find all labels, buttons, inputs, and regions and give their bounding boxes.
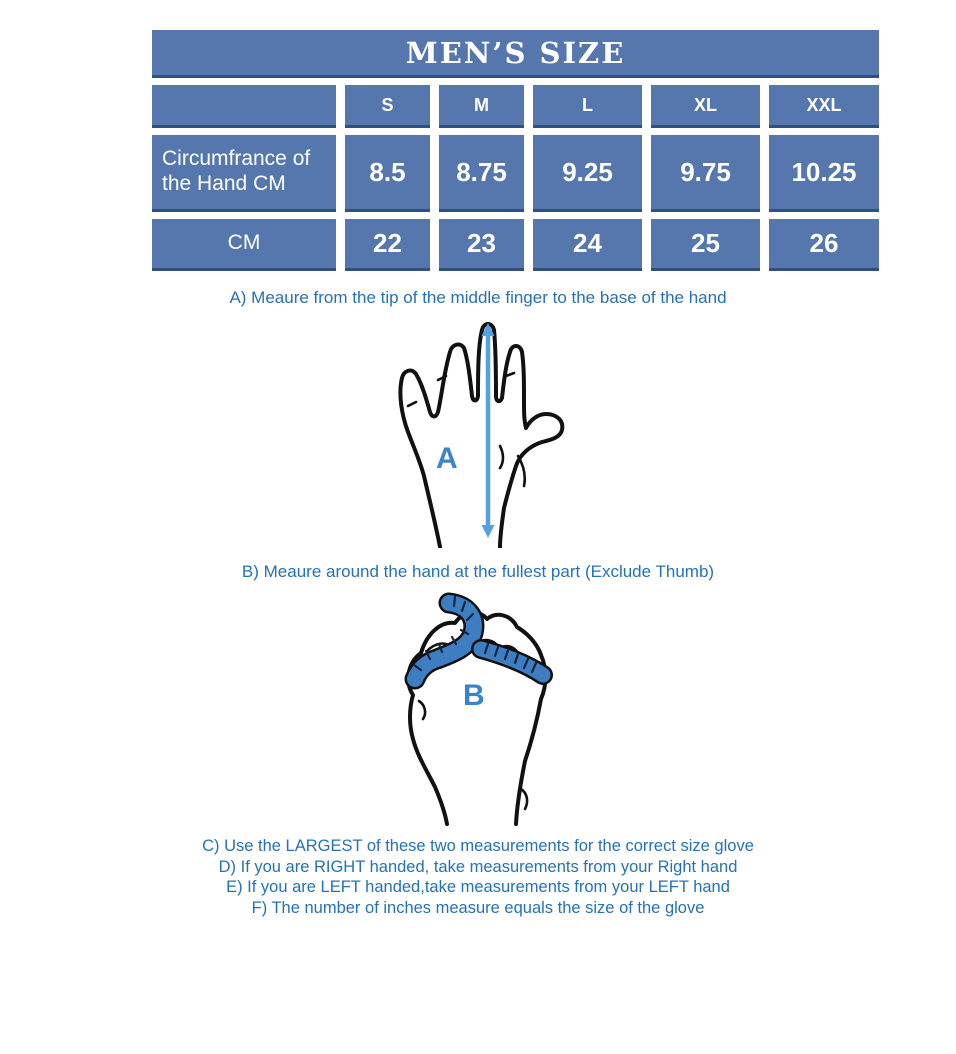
bottom-instructions bbox=[0, 836, 956, 918]
instruction-e: E) If you are LEFT handed,take measurements from your LEFT hand bbox=[226, 878, 730, 896]
cm-value-s: 22 bbox=[345, 219, 430, 271]
circumference-value-l: 9.25 bbox=[533, 135, 642, 212]
open-hand-illustration bbox=[378, 316, 578, 548]
circumference-value-s: 8.5 bbox=[345, 135, 430, 212]
cm-value-m: 23 bbox=[439, 219, 524, 271]
hand-outline bbox=[400, 324, 562, 547]
size-grid bbox=[152, 85, 879, 271]
label-b: B bbox=[463, 679, 485, 712]
column-header-xl: XL bbox=[651, 85, 760, 128]
table-corner-cell bbox=[152, 85, 336, 128]
row-label-cm: CM bbox=[152, 219, 336, 271]
circumference-value-xl: 9.75 bbox=[651, 135, 760, 212]
circumference-value-m: 8.75 bbox=[439, 135, 524, 212]
instruction-a: A) Meaure from the tip of the middle finger to the base of the hand bbox=[229, 288, 727, 307]
cm-value-xl: 25 bbox=[651, 219, 760, 271]
instruction-d: D) If you are RIGHT handed, take measurements from your Right hand bbox=[218, 857, 738, 876]
row-label-circumference: Circumfrance of the Hand CM bbox=[152, 135, 336, 212]
column-header-xxl: XXL bbox=[769, 85, 879, 128]
instruction-c: C) Use the LARGEST of these two measurements for the correct size glove bbox=[202, 837, 754, 855]
column-header-m: M bbox=[439, 85, 524, 128]
cm-value-l: 24 bbox=[533, 219, 642, 271]
table-title: MEN’S SIZE bbox=[152, 30, 879, 78]
instruction-f: F) The number of inches measure equals the size of the glove bbox=[251, 898, 705, 917]
label-a: A bbox=[436, 442, 458, 475]
fist-tape-illustration bbox=[383, 591, 573, 826]
instruction-b: B) Meaure around the hand at the fullest part (Exclude Thumb) bbox=[241, 562, 715, 581]
column-header-l: L bbox=[533, 85, 642, 128]
cm-value-xxl: 26 bbox=[769, 219, 879, 271]
column-header-s: S bbox=[345, 85, 430, 128]
mens-size-table bbox=[152, 30, 879, 271]
circumference-value-xxl: 10.25 bbox=[769, 135, 879, 212]
